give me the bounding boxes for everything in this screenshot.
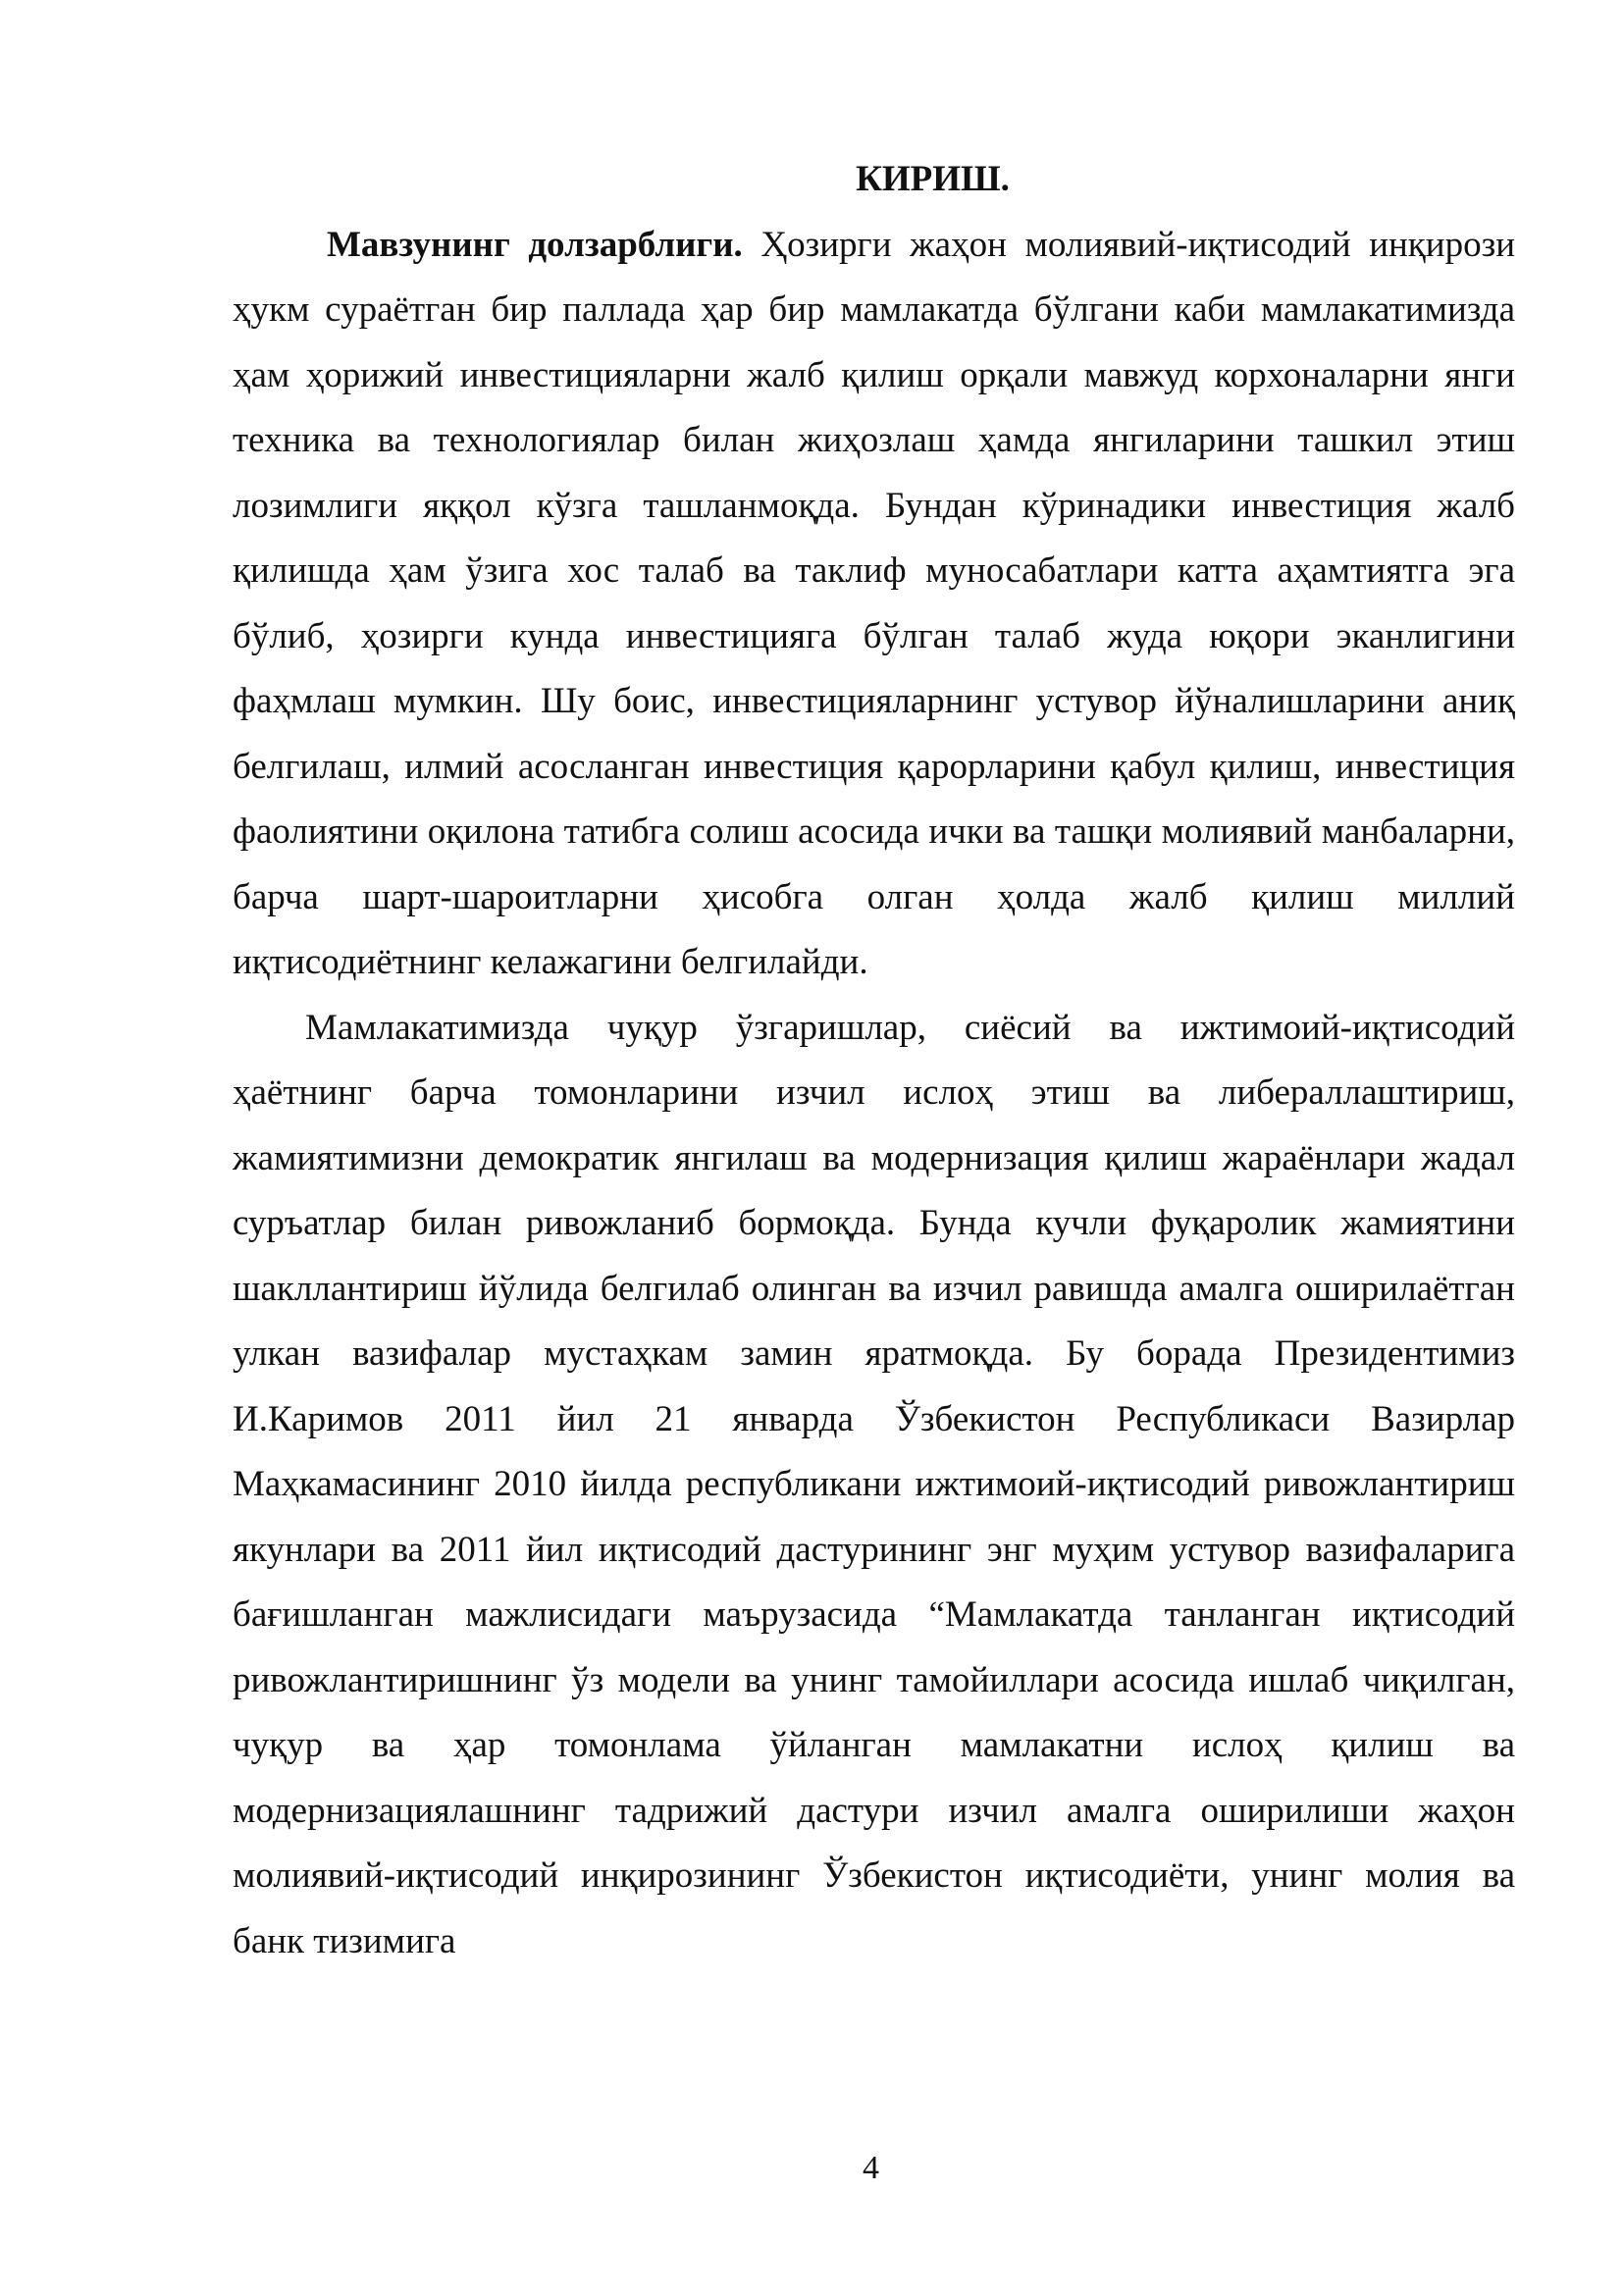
paragraph-reforms	[233, 996, 1515, 1975]
page-number: 4	[863, 2150, 879, 2186]
paragraph-lead-title: Мавзунинг долзарблиги.	[327, 224, 743, 265]
paragraph-text: Ҳозирги жаҳон молиявий-иқтисодий инқирози ҳукм сураётган бир паллада ҳар бир мамлакатда бўлгани каби мамлакатимизда ҳам ҳорижий инвестицияларни жалб қилиш орқали мавжуд корхоналарни янги техника ва технологиялар билан жиҳозлаш ҳамда янгиларини ташкил этиш лозимлиги яққол кўзга ташланмоқда. Бундан кўринадики инвестиция жалб қилишда ҳам ўзига хос талаб ва таклиф муносабатлари катта аҳамтиятга эга бўлиб, ҳозирги кунда инвестицияга бўлган талаб жуда юқори эканлигини фаҳмлаш мумкин. Шу боис, инвестицияларнинг устувор йўналишларини аниқ белгилаш, илмий асосланган инвестиция қарорларини қабул қилиш, инвестиция фаолиятини оқилона татибга солиш асосида ички ва ташқи молиявий манбаларни, барча шарт-шароитларни ҳисобга олган ҳолда жалб қилиш миллий иқтисодиётнинг келажагини белгилайди.	[233, 224, 1516, 982]
paragraph-text: Мамлакатимизда чуқур ўзгаришлар, сиёсий ва ижтимоий-иқтисодий ҳаётнинг барча томонларини изчил ислоҳ этиш ва либераллаштириш, жамиятимизни демократик янгилаш ва модернизация қилиш жараёнлари жадал суръатлар билан ривожланиб бормоқда. Бунда кучли фуқаролик жамиятини шакллантириш йўлида белгилаб олинган ва изчил равишда амалга оширилаётган улкан вазифалар мустаҳкам замин яратмоқда. Бу борада Президентимиз И.Каримов 2011 йил 21 январда Ўзбекистон Республикаси Вазирлар Маҳкамасининг 2010 йилда республикани ижтимоий-иқтисодий ривожлантириш якунлари ва 2011 йил иқтисодий дастурининг энг муҳим устувор вазифаларига бағишланган мажлисидаги маърузасида “Мамлакатда танланган иқтисодий ривожлантиришнинг ўз модели ва унинг тамойиллари асосида ишлаб чиқилган, чуқур ва ҳар томонлама ўйланган мамлакатни ислоҳ қилиш ва модернизациялашнинг тадрижий дастури изчил амалга оширилиши жаҳон молиявий-иқтисодий инқирозининг Ўзбекистон иқтисодиёти, унинг молия ва банк тизимига	[233, 1007, 1515, 1961]
paragraph-relevance	[233, 213, 1515, 996]
document-body	[233, 147, 1515, 1974]
section-heading: КИРИШ.	[856, 159, 1010, 199]
